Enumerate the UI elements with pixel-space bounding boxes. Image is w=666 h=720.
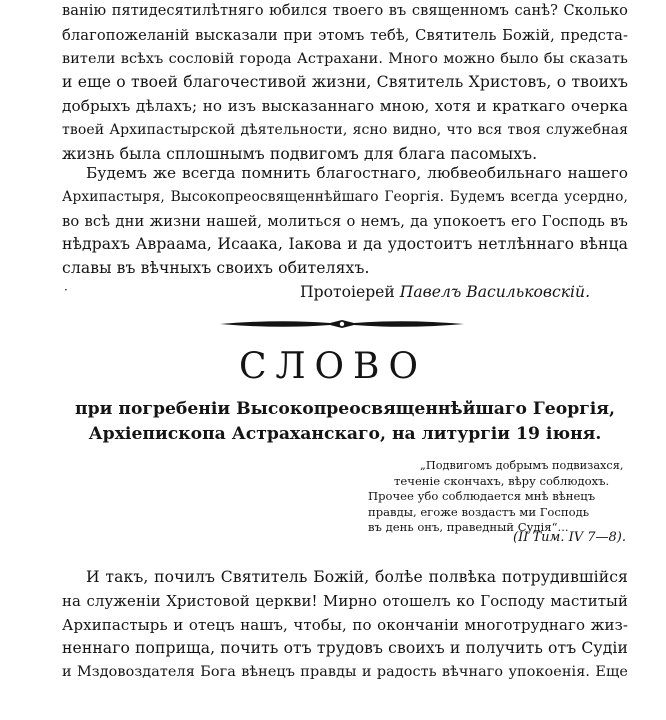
sermon-subtitle-line: Архіепископа Астраханскаго, на литургіи 19 іюня. <box>88 424 602 444</box>
text-line: и Мздовоздателя Бога вѣнецъ правды и радость вѣчнаго упокоенія. Еще <box>62 664 628 681</box>
text-line: Архипастырь и отецъ нашъ, чтобы, по окончаніи многотруднаго жиз- <box>62 615 628 634</box>
text-line: твоей Архипастырской дѣятельности, ясно видно, что вся твоя служебная <box>62 121 628 138</box>
text-line: и еще о твоей благочестивой жизни, Святитель Христовъ, о твоихъ <box>62 73 628 92</box>
author-signature <box>300 283 590 301</box>
ornamental-divider <box>218 316 466 332</box>
sermon-subtitle-line: при погребеніи Высокопреосвященнѣйшаго Георгія, <box>75 399 615 419</box>
author-rank: Протоіерей <box>300 283 395 301</box>
text-line: Будемъ же всегда помнить благостнаго, любвеобильнаго нашего <box>86 164 628 182</box>
text-line: И такъ, почилъ Святитель Божій, болѣе полвѣка потрудившійся <box>86 568 628 586</box>
paragraph-remembrance <box>62 162 628 281</box>
text-line: добрыхъ дѣлахъ; но изъ высказаннаго мною, хотя и краткаго очерка <box>62 97 628 116</box>
text-line: Архипастыря, Высокопреосвященнѣйшаго Георгія. Будемъ всегда усердно, <box>62 188 628 205</box>
paragraph-sermon-opening <box>62 566 628 685</box>
epigraph-line: „Подвигомъ добрымъ подвизахся, <box>420 459 624 472</box>
epigraph-reference: (II Тим. IV 7—8). <box>513 530 626 545</box>
paragraph-closing-eulogy <box>62 0 628 167</box>
text-line: благопожеланій высказали при этомъ тебѣ, Святитель Божій, предста- <box>62 26 628 44</box>
sermon-title: СЛОВО <box>238 346 428 387</box>
text-line: вители всѣхъ сословій города Астрахани. Много можно было бы сказать <box>62 50 628 67</box>
text-line: во всѣ дни жизни нашей, молиться о немъ, да упокоетъ его Господь въ <box>62 212 628 230</box>
epigraph-line: Прочее убо соблюдается мнѣ вѣнецъ <box>368 489 596 503</box>
epigraph-line: теченіе скончахъ, вѣру соблюдохъ. <box>394 473 610 488</box>
text-line: жизнь была сплошнымъ подвигомъ для блага пасомыхъ. <box>62 144 538 163</box>
epigraph-quote <box>358 458 626 536</box>
text-line: на служеніи Христовой церкви! Мирно отошелъ ко Господу маститый <box>62 591 628 610</box>
epigraph-line: правды, егоже воздастъ ми Господь <box>368 504 590 519</box>
text-line: славы въ вѣчныхъ своихъ обителяхъ. <box>62 259 370 278</box>
text-line: неннаго поприща, почить отъ трудовъ своихъ и получить отъ Судіи <box>62 639 628 658</box>
print-speck: · <box>64 283 68 297</box>
text-line: ванію пятидесятилѣтняго юбился твоего въ священномъ санѣ? Сколько <box>62 3 628 19</box>
author-name: Павелъ Васильковскій. <box>399 283 591 301</box>
epigraph-line: въ день онъ, праведный Судія“... <box>368 520 569 534</box>
text-line: нѣдрахъ Авраама, Исаака, Іакова и да удостоитъ нетлѣннаго вѣнца <box>62 235 628 254</box>
